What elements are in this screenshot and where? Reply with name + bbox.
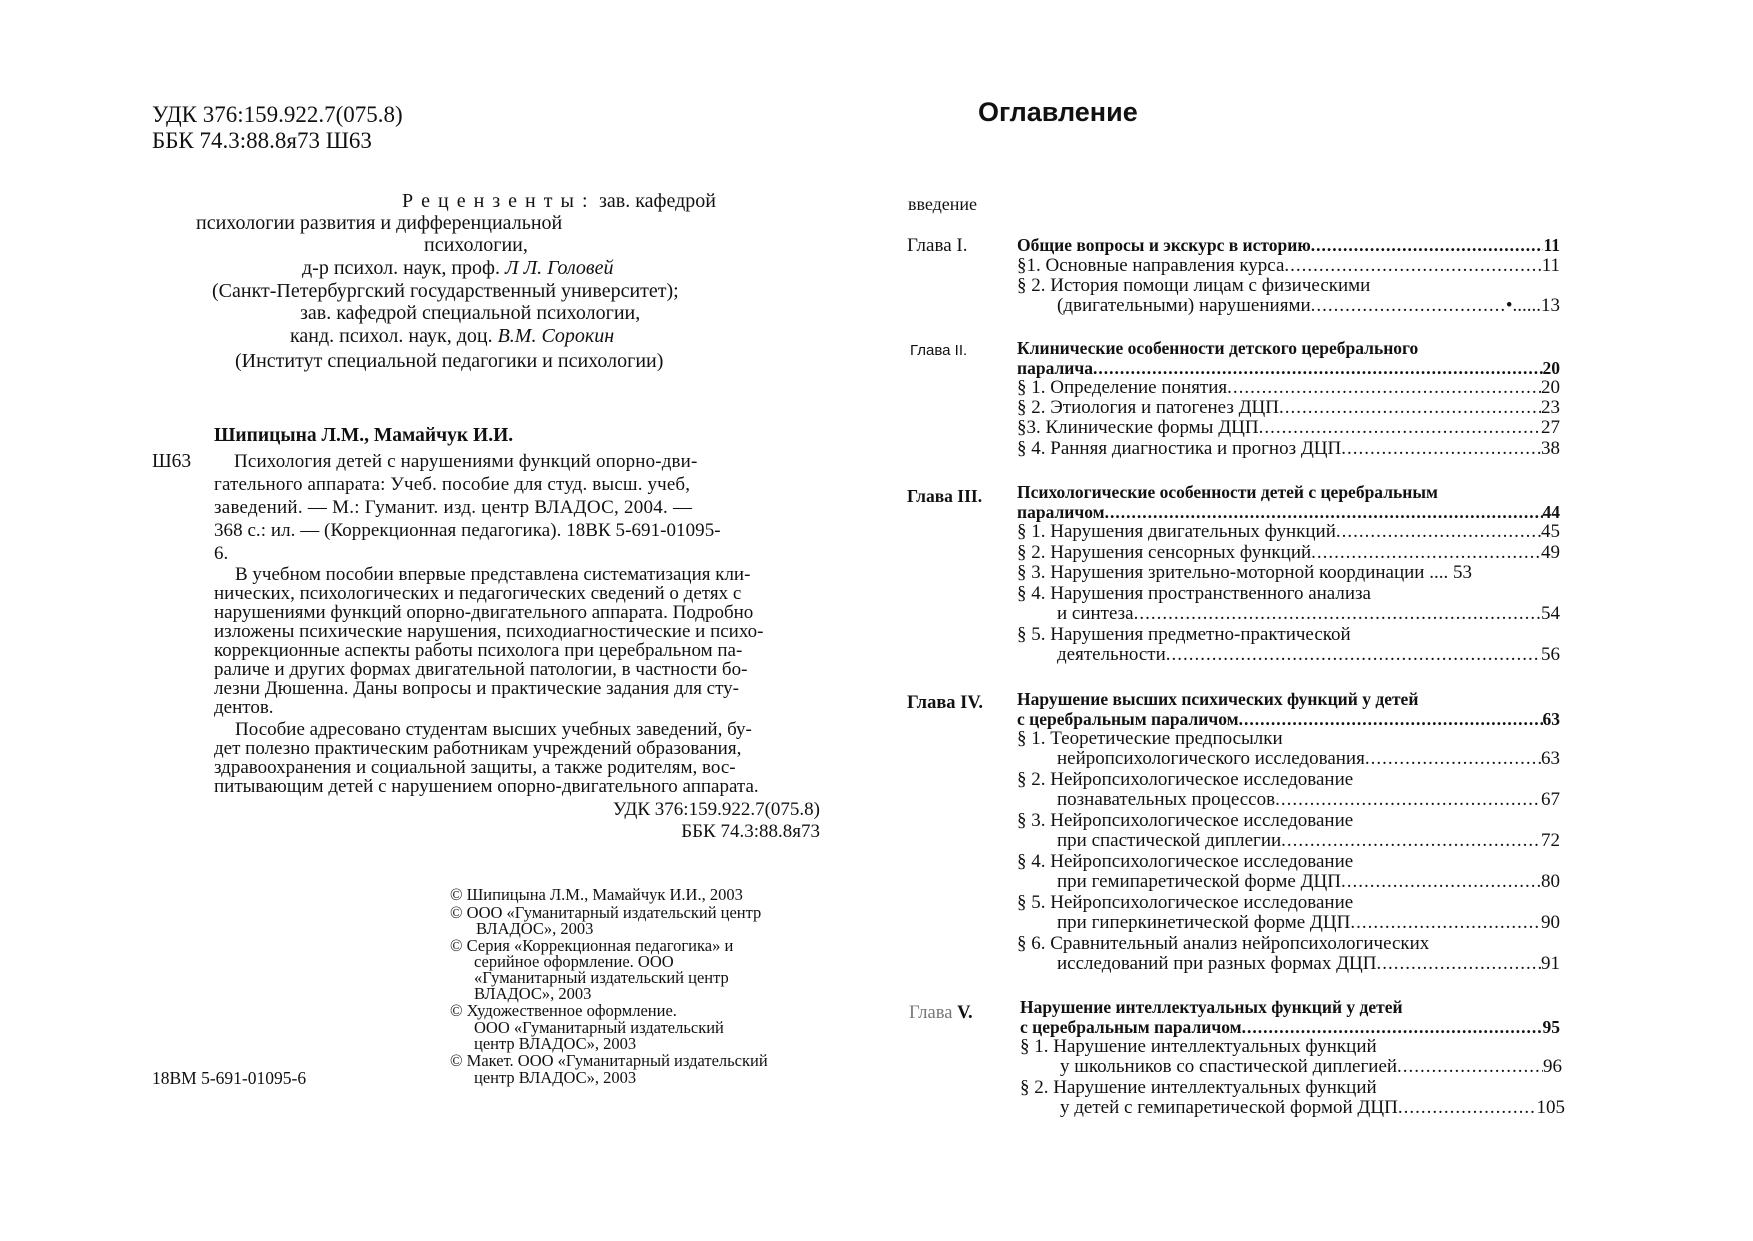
- toc-section-line: § 1. Нарушение интеллектуальных функций: [1020, 1036, 1377, 1057]
- chapter-label: Глава III.: [907, 486, 983, 506]
- toc-section: исследований при разных формах ДЦП ..... 91: [1057, 954, 1560, 974]
- chapter-title-line: Клинические особенности детского церебрального: [1017, 338, 1419, 358]
- page-number: 11: [1543, 235, 1560, 255]
- toc-section: §1. Основные направления курса ..... 11: [1017, 256, 1560, 276]
- chapter-label: Глава V.: [909, 1003, 973, 1023]
- bbk-footer: ББК 74.3:88.8я73: [681, 821, 820, 842]
- reviewers-line-6: зав. кафедрой специальной психологии,: [300, 302, 641, 324]
- toc-section-line: § 4. Нарушения пространственного анализа: [1017, 583, 1371, 604]
- udk-footer: УДК 376:159.922.7(075.8): [612, 799, 820, 820]
- reviewers-line-8: (Институт специальной педагогики и психологии): [235, 350, 664, 372]
- toc-section-line: § 2. История помощи лицам с физическими: [1017, 275, 1371, 296]
- classification-code: Ш63: [152, 451, 192, 472]
- toc-section: у детей с гемипаретической формой ДЦП ..... 105: [1060, 1098, 1565, 1118]
- chapter-title: с церебральным параличом ..... 63: [1017, 709, 1560, 729]
- reviewers-line-7: канд. психол. наук, доц. В.М. Сорокин: [290, 325, 615, 347]
- toc-section-line: § 3. Нейропсихологическое исследование: [1017, 810, 1354, 831]
- toc-section-line: § 1. Теоретические предпосылки: [1017, 728, 1283, 749]
- toc-section: и синтеза ..... 54: [1057, 604, 1560, 624]
- reviewers-line-4: д-р психол. наук, проф. Л Л. Головей: [302, 257, 614, 279]
- reviewer-name-1: Л Л. Головей: [505, 257, 614, 279]
- chapter-title: Общие вопросы и экскурс в историю ..... 11: [1017, 235, 1560, 255]
- toc-title: Оглавление: [978, 97, 1138, 127]
- toc-section: § 1. Нарушения двигательных функций ..... 45: [1017, 522, 1560, 542]
- toc-section-line: § 4. Нейропсихологическое исследование: [1017, 851, 1354, 872]
- chapter-title: с церебральным параличом ..... 95: [1020, 1017, 1560, 1037]
- toc-section-line: § 5. Нейропсихологическое исследование: [1017, 892, 1354, 913]
- toc-section: познавательных процессов ..... 67: [1057, 790, 1560, 810]
- chapter-label: Глава I.: [907, 235, 968, 256]
- chapter-label: Глава II.: [910, 342, 968, 359]
- toc-intro: введение: [908, 194, 978, 214]
- bbk-header: ББК 74.3:88.8я73 Ш63: [152, 128, 372, 153]
- toc-section: при гемипаретической форме ДЦП ..... 80: [1057, 872, 1560, 892]
- toc-section: § 2. Этиология и патогенез ДЦП ..... 23: [1017, 398, 1560, 418]
- reviewers-line-3: психологии,: [424, 234, 528, 256]
- chapter-title: паралича ..... 20: [1017, 358, 1560, 378]
- reviewers-label: Р е ц е н з е н т ы :: [402, 190, 589, 212]
- chapter-title-line: Нарушение высших психических функций у детей: [1017, 689, 1419, 709]
- toc-section: § 1. Определение понятия ..... 20: [1017, 378, 1560, 398]
- reviewers-line-2: психологии развития и дифференциальной: [196, 212, 563, 234]
- toc-section: § 2. Нарушения сенсорных функций ..... 49: [1017, 543, 1560, 563]
- toc-section-line: § 5. Нарушения предметно-практической: [1017, 624, 1351, 645]
- toc-section-line: § 2. Нейропсихологическое исследование: [1017, 769, 1354, 790]
- toc-section: у школьников со спастической диплегией ..... 96: [1060, 1057, 1562, 1077]
- chapter-title-line: Нарушение интеллектуальных функций у детей: [1020, 997, 1403, 1017]
- udk-header: УДК 376:159.922.7(075.8): [152, 102, 403, 127]
- toc-section: деятельности ..... 56: [1057, 645, 1560, 665]
- reviewer-name-2: В.М. Сорокин: [497, 325, 615, 347]
- toc-section: (двигательными) нарушениями ..... •......13: [1057, 296, 1560, 316]
- toc-section: при гиперкинетической форме ДЦП ..... 90: [1057, 913, 1560, 933]
- authors: Шипицына Л.М., Мамайчук И.И.: [214, 425, 514, 446]
- isbn: 18ВМ 5-691-01095-6: [152, 1068, 307, 1088]
- toc-section-line: § 2. Нарушение интеллектуальных функций: [1020, 1077, 1377, 1098]
- reviewers-line-5: (Санкт-Петербургский государственный университет);: [212, 280, 679, 302]
- toc-section: §3. Клинические формы ДЦП ..... 27: [1017, 418, 1560, 438]
- toc-section: нейропсихологического исследования ..... 63: [1057, 749, 1560, 769]
- toc-section: при спастической диплегии ..... 72: [1057, 831, 1560, 851]
- chapter-label: Глава IV.: [907, 693, 983, 713]
- reviewers-line-1: Р е ц е н з е н т ы : зав. кафедрой: [402, 190, 716, 212]
- toc-section: § 4. Ранняя диагностика и прогноз ДЦП ..... 38: [1017, 439, 1560, 459]
- toc-section-line: § 6. Сравнительный анализ нейропсихологических: [1017, 933, 1430, 954]
- chapter-title: параличом ..... 44: [1017, 502, 1560, 522]
- toc-section: § 3. Нарушения зрительно-моторной координации .... 53: [1017, 562, 1472, 583]
- chapter-title-line: Психологические особенности детей с церебральным: [1017, 482, 1438, 502]
